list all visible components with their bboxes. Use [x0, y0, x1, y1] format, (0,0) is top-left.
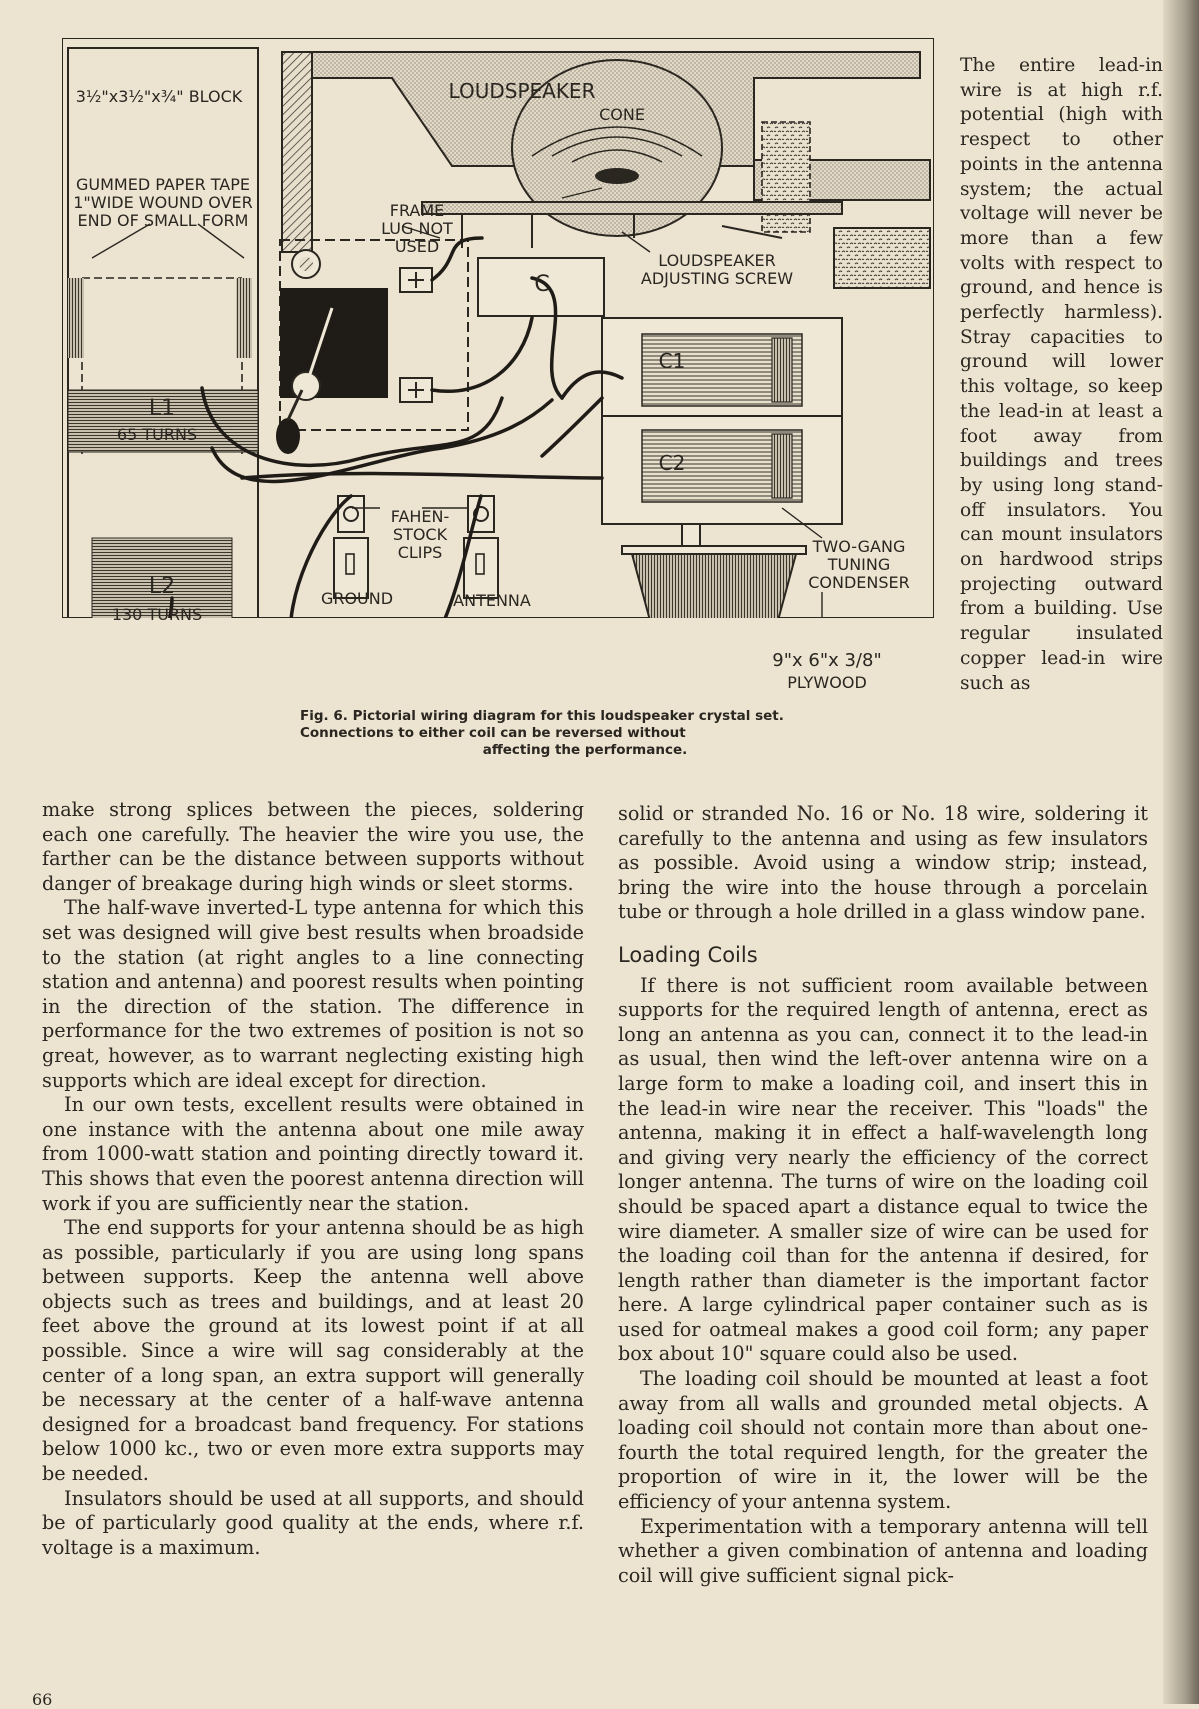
label-fahnestock-clips: FAHEN- STOCK CLIPS — [390, 507, 450, 562]
right-paragraph-1: If there is not sufficient room available between supports for the required length of antenna, erect as long an antenna as you can, connect it to the lead-in as usual, then wind the left-over antenna wire on a large form to make a loading coil, and insert this in the lead-in wire near the receiver. This "loads" the antenna, making it in effect a half-wavelength long and giving very nearly the efficiency of the correct longer antenna. The turns of wire on the loading coil should be spaced apart a distance equal to twice the wire diameter. A smaller size of wire can be used for the loading coil than for the antenna if desired, for length rather than diameter is the important factor here. A large cylindrical paper container such as is used for oatmeal makes a good coil form; any paper box about 10" square could also be used. — [618, 973, 1148, 1366]
label-block: 3½"x3½"x¾" BLOCK — [75, 87, 243, 106]
label-ground: GROUND — [320, 589, 394, 608]
page-number: 66 — [32, 1690, 53, 1709]
section-heading-loading-coils: Loading Coils — [618, 942, 758, 967]
label-c: C — [534, 272, 550, 297]
label-l1-turns: 65 TURNS — [116, 425, 198, 444]
left-paragraph-5: Insulators should be used at all supports, and should be of particularly good quality at the ends, where r.f. voltage is a maximum. — [42, 1486, 584, 1559]
figure-caption-line-2: affecting the performance. — [482, 742, 688, 758]
wiring-diagram-drawing — [62, 38, 934, 618]
left-paragraph-1: make strong splices between the pieces, soldering each one carefully. The heavier the wire you use, the farther can be the distance between supports without danger of breakage during high winds or sleet storms. — [42, 798, 584, 895]
label-frame-lug: FRAME LUG NOT USED — [381, 201, 453, 256]
label-cone: CONE — [599, 105, 645, 124]
label-gummed-tape: GUMMED PAPER TAPE 1"WIDE WOUND OVER END OF SMALL FORM — [73, 175, 253, 230]
left-paragraph-3: In our own tests, excellent results were obtained in one instance with the antenna about one mile away from 1000-watt station and pointing directly toward it. This shows that even the poorest antenna direction will work if you are sufficiently near the station. — [42, 1093, 584, 1215]
left-paragraph-2: The half-wave inverted-L type antenna for which this set was designed will give best results when broadside to the station (at right angles to a line connecting station and antenna) and poorest results when pointing in the direction of the station. The difference in performance for the two extremes of position is not so great, however, as to warrant neglecting existing high supports which are ideal except for direction. — [42, 896, 584, 1092]
figure-caption — [300, 708, 870, 759]
page-edge-shadow — [1163, 0, 1199, 1704]
label-c1: C1 — [658, 349, 686, 373]
right-paragraph-2: The loading coil should be mounted at least a foot away from all walls and grounded metal objects. A loading coil should not contain more than about one-fourth the total required length, for the greater the proportion of wire in it, the lower will be the efficiency of your antenna system. — [618, 1367, 1148, 1514]
side-text-column: The entire lead-in wire is at high r.f. potential (high with respect to other points in the antenna system; the actual voltage will never be more than a few volts with respect to ground, and hence is perfectly harmless). Stray capacities to ground will lower this voltage, so keep the lead-in at least a foot away from buildings and trees by using long stand-off insulators. You can mount insulators on hardwood strips projecting outward from a building. Use regular insulated copper lead-in wire such as — [960, 55, 1163, 694]
label-adjusting-screw: LOUDSPEAKER ADJUSTING SCREW — [640, 251, 794, 288]
figure-caption-line-1: Fig. 6. Pictorial wiring diagram for this loudspeaker crystal set. Connections to either coil can be reversed without — [300, 708, 784, 741]
label-l2: L2 — [148, 574, 176, 599]
wiring-diagram-figure — [62, 38, 934, 692]
right-text-column — [618, 802, 1148, 1588]
label-plywood-size: 9"x 6"x 3/8" — [772, 650, 882, 671]
label-c2: C2 — [658, 451, 686, 475]
label-plywood: PLYWOOD — [787, 673, 867, 692]
right-paragraph-3: Experimentation with a temporary antenna will tell whether a given combination of antenna and loading coil will give sufficient signal pick- — [618, 1514, 1148, 1587]
label-antenna: ANTENNA — [453, 591, 531, 610]
right-continuation-paragraph: solid or stranded No. 16 or No. 18 wire, soldering it carefully to the antenna and using as few insulators as possible. Avoid using a window strip; instead, bring the wire into the house through a porcelain tube or through a hole drilled in a glass window pane. — [618, 802, 1148, 924]
label-l2-turns: 130 TURNS — [111, 605, 203, 624]
label-loudspeaker: LOUDSPEAKER — [448, 79, 596, 103]
label-two-gang-condenser: TWO-GANG TUNING CONDENSER — [808, 537, 910, 592]
left-paragraph-4: The end supports for your antenna should be as high as possible, particularly if you are using long spans between supports. Keep the antenna well above objects such as trees and buildings, and at least 20 feet above the ground at its lowest point if at all possible. Since a wire will sag considerably at the center of a long span, an extra support will generally be necessary at the center of a half-wave antenna designed for a broadcast band frequency. For stations below 1000 kc., two or even more extra supports may be needed. — [42, 1216, 584, 1486]
left-text-column — [42, 798, 584, 1560]
label-l1: L1 — [148, 396, 176, 421]
